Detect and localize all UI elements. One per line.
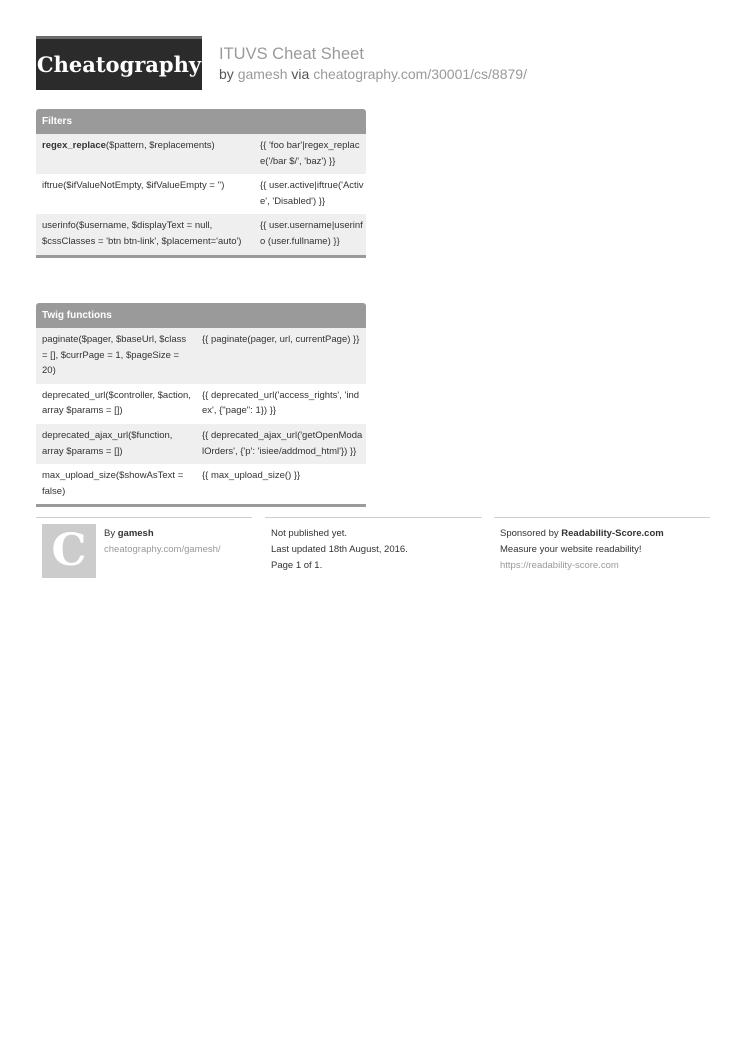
- logo-text: Cheatography: [36, 52, 202, 77]
- example-cell: {{ user.username|userinfo (user.fullname) }}: [260, 220, 363, 247]
- example-cell: {{ deprecated_ajax_url('getOpenModalOrders', {'p': 'isiee/addmod_html'}) }}: [202, 429, 363, 457]
- table-row: [36, 384, 366, 424]
- function-name: regex_replace: [42, 140, 106, 151]
- function-args: ($pattern, $replacements): [105, 140, 215, 151]
- sheet-url-link[interactable]: cheatography.com/30001/cs/8879/: [313, 66, 527, 82]
- twig-functions-section: [36, 303, 366, 507]
- function-cell: [36, 134, 256, 174]
- section-header: Filters: [36, 109, 366, 134]
- published-status: Not published yet.: [271, 528, 348, 539]
- footer-divider: [494, 517, 710, 518]
- footer-divider: [36, 517, 252, 518]
- function-cell: iftrue($ifValueNotEmpty, $ifValueEmpty = ''): [42, 180, 225, 192]
- example-cell: {{ user.active|iftrue('Active', 'Disabled') }}: [260, 180, 364, 207]
- example-cell: {{ 'foo bar'|regex_replace('/bar $/', 'baz') }}: [260, 140, 360, 167]
- via-label: via: [291, 66, 310, 82]
- example-cell: {{ deprecated_url('access_rights', 'index', {"page": 1}) }}: [202, 389, 360, 417]
- function-cell: paginate($pager, $baseUrl, $class = [], $currPage = 1, $pageSize = 20): [42, 334, 187, 377]
- sponsor-tagline: Measure your website readability!: [500, 544, 642, 555]
- table-row: [36, 174, 366, 214]
- table-row: [36, 328, 366, 384]
- author-profile-link[interactable]: cheatography.com/gamesh/: [104, 544, 221, 555]
- function-cell: max_upload_size($showAsText = false): [42, 470, 184, 497]
- avatar: [42, 524, 96, 578]
- footer-divider: [265, 517, 482, 518]
- avatar-letter: C: [51, 525, 87, 576]
- filters-section: [36, 109, 366, 258]
- cheatography-logo[interactable]: [36, 36, 202, 90]
- table-row: [36, 424, 366, 464]
- by-label: by: [219, 66, 234, 82]
- table-row: [36, 214, 366, 254]
- by-label: By: [104, 528, 116, 539]
- function-cell: deprecated_ajax_url($function, array $params = []): [42, 429, 173, 457]
- sponsor-name[interactable]: Readability-Score.com: [561, 528, 664, 539]
- sponsor-line: [500, 526, 664, 542]
- example-cell: {{ max_upload_size() }}: [202, 470, 301, 482]
- sponsor-url-link[interactable]: https://readability-score.com: [500, 560, 619, 571]
- example-cell: {{ paginate(pager, url, currentPage) }}: [202, 334, 360, 345]
- footer-author: [104, 526, 154, 542]
- page-title: ITUVS Cheat Sheet: [219, 45, 364, 63]
- footer-author-name[interactable]: gamesh: [117, 528, 154, 539]
- sponsored-label: Sponsored by: [500, 528, 559, 539]
- section-header: Twig functions: [36, 303, 366, 328]
- table-row: [36, 134, 366, 174]
- function-cell: userinfo($username, $displayText = null, $cssClasses = 'btn btn-link', $placement='auto'): [42, 220, 242, 247]
- author-link[interactable]: gamesh: [237, 66, 288, 82]
- table-row: [36, 464, 366, 504]
- page-number: Page 1 of 1.: [271, 560, 323, 571]
- function-cell: deprecated_url($controller, $action, array $params = []): [42, 389, 191, 417]
- byline: [219, 66, 527, 82]
- last-updated: Last updated 18th August, 2016.: [271, 544, 408, 555]
